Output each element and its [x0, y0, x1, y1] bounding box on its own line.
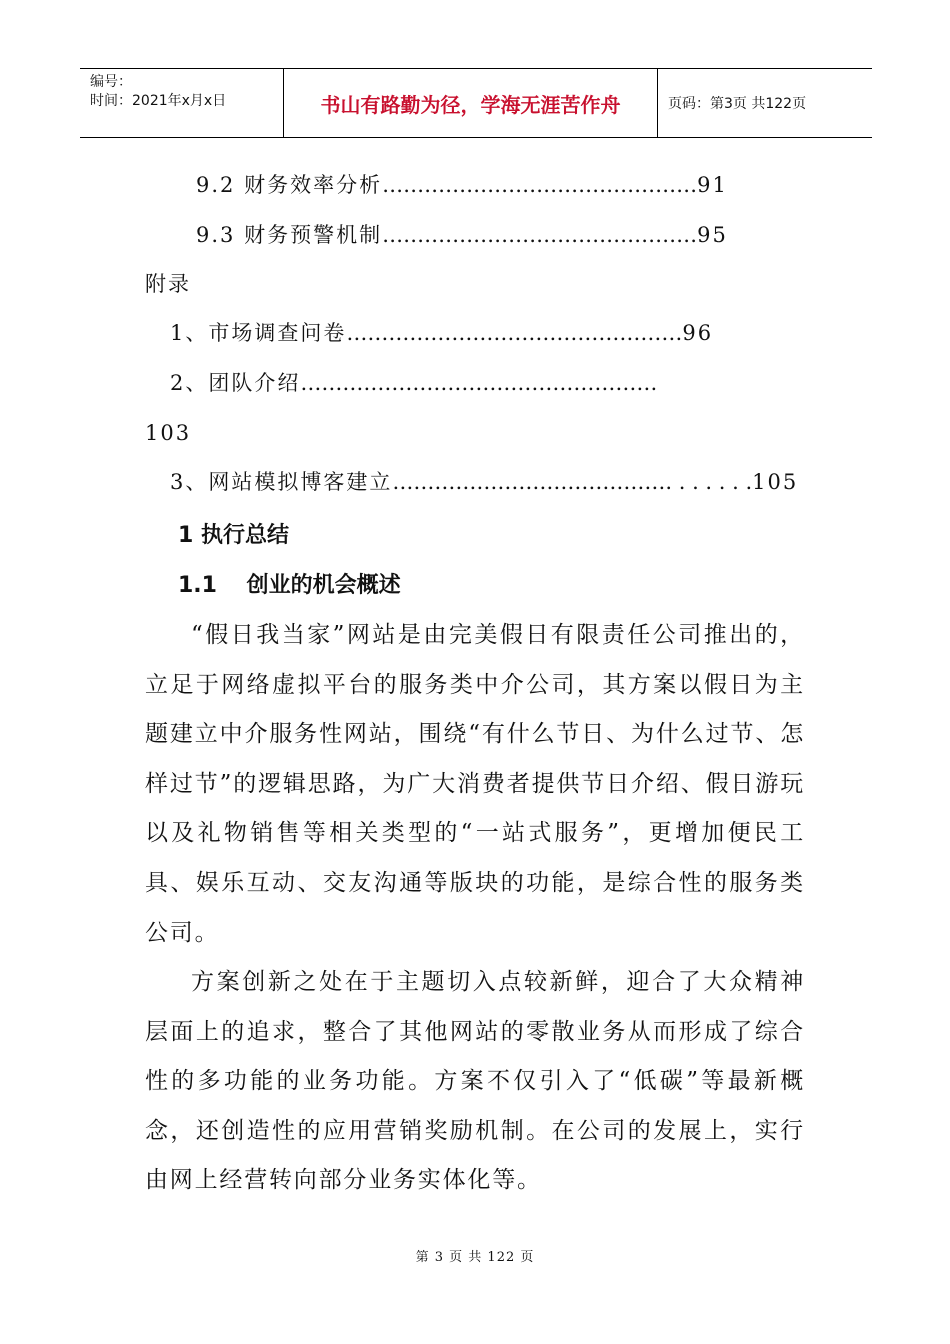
section-heading-1-1 [178, 568, 401, 599]
header-meta [80, 69, 284, 137]
toc-entry-page: 105 [752, 470, 799, 494]
page-footer: 第 3 页 共 122 页 [415, 1250, 535, 1265]
toc-entry[interactable] [170, 368, 657, 398]
toc-section-appendix [145, 269, 191, 299]
toc-leader: …………………………………. . . . . . . [392, 470, 753, 494]
toc-entry-title: 9.2 财务效率分析 [196, 173, 383, 197]
toc-leader: ………………………………………… [346, 321, 683, 345]
time-label: 时间：2021年x月x日 [90, 93, 227, 109]
toc-leader: ……………………………………… [382, 173, 698, 197]
body-paragraph: “假日我当家”网站是由完美假日有限责任公司推出的，立足于网络虚拟平台的服务类中介公司，其方案以假日为主题建立中介服务性网站，围绕“有什么节日、为什么过节、怎样过节”的逻辑思路，为广大消费者提供节日介绍、假日游玩以及礼物销售等相关类型的“一站式服务”，更增加便民工具、娱乐互动、交友沟通等版块的功能，是综合性的服务类公司。 [145, 622, 805, 946]
heading-number: 1.1 [178, 573, 217, 598]
header-page-info: 页码：第3页 共122页 [668, 96, 807, 112]
toc-entry[interactable] [170, 467, 798, 497]
page-header [80, 68, 872, 138]
header-motto: 书山有路勤为径，学海无涯苦作舟 [284, 69, 658, 137]
toc-entry-title: 1、市场调查问卷 [170, 321, 347, 345]
toc-entry-page: 91 [697, 173, 728, 197]
toc-entry-title: 附录 [145, 272, 191, 296]
toc-leader: ……………………………………… [382, 223, 698, 247]
toc-leader: …………………………………………… [300, 371, 658, 395]
toc-entry[interactable] [196, 220, 728, 250]
toc-entry-title: 9.3 财务预警机制 [196, 223, 383, 247]
toc-entry-title: 3、网站模拟博客建立 [170, 470, 393, 494]
body-paragraph: 方案创新之处在于主题切入点较新鲜，迎合了大众精神层面上的追求，整合了其他网站的零散业务从而形成了综合性的多功能的业务功能。方案不仅引入了“低碳”等最新概念，还创造性的应用营销奖励机制。在公司的发展上，实行由网上经营转向部分业务实体化等。 [145, 969, 805, 1194]
section-heading-1: 1 执行总结 [178, 523, 289, 548]
toc-entry-page: 95 [697, 223, 728, 247]
toc-entry-title: 2、团队介绍 [170, 371, 301, 395]
number-label: 编号： [90, 74, 132, 90]
toc-entry[interactable] [196, 170, 728, 200]
toc-entry-page: 103 [145, 421, 192, 445]
toc-entry[interactable] [170, 318, 713, 348]
heading-text: 创业的机会概述 [246, 573, 401, 598]
toc-entry-page: 96 [682, 321, 714, 345]
toc-entry-page-wrap [145, 418, 191, 448]
